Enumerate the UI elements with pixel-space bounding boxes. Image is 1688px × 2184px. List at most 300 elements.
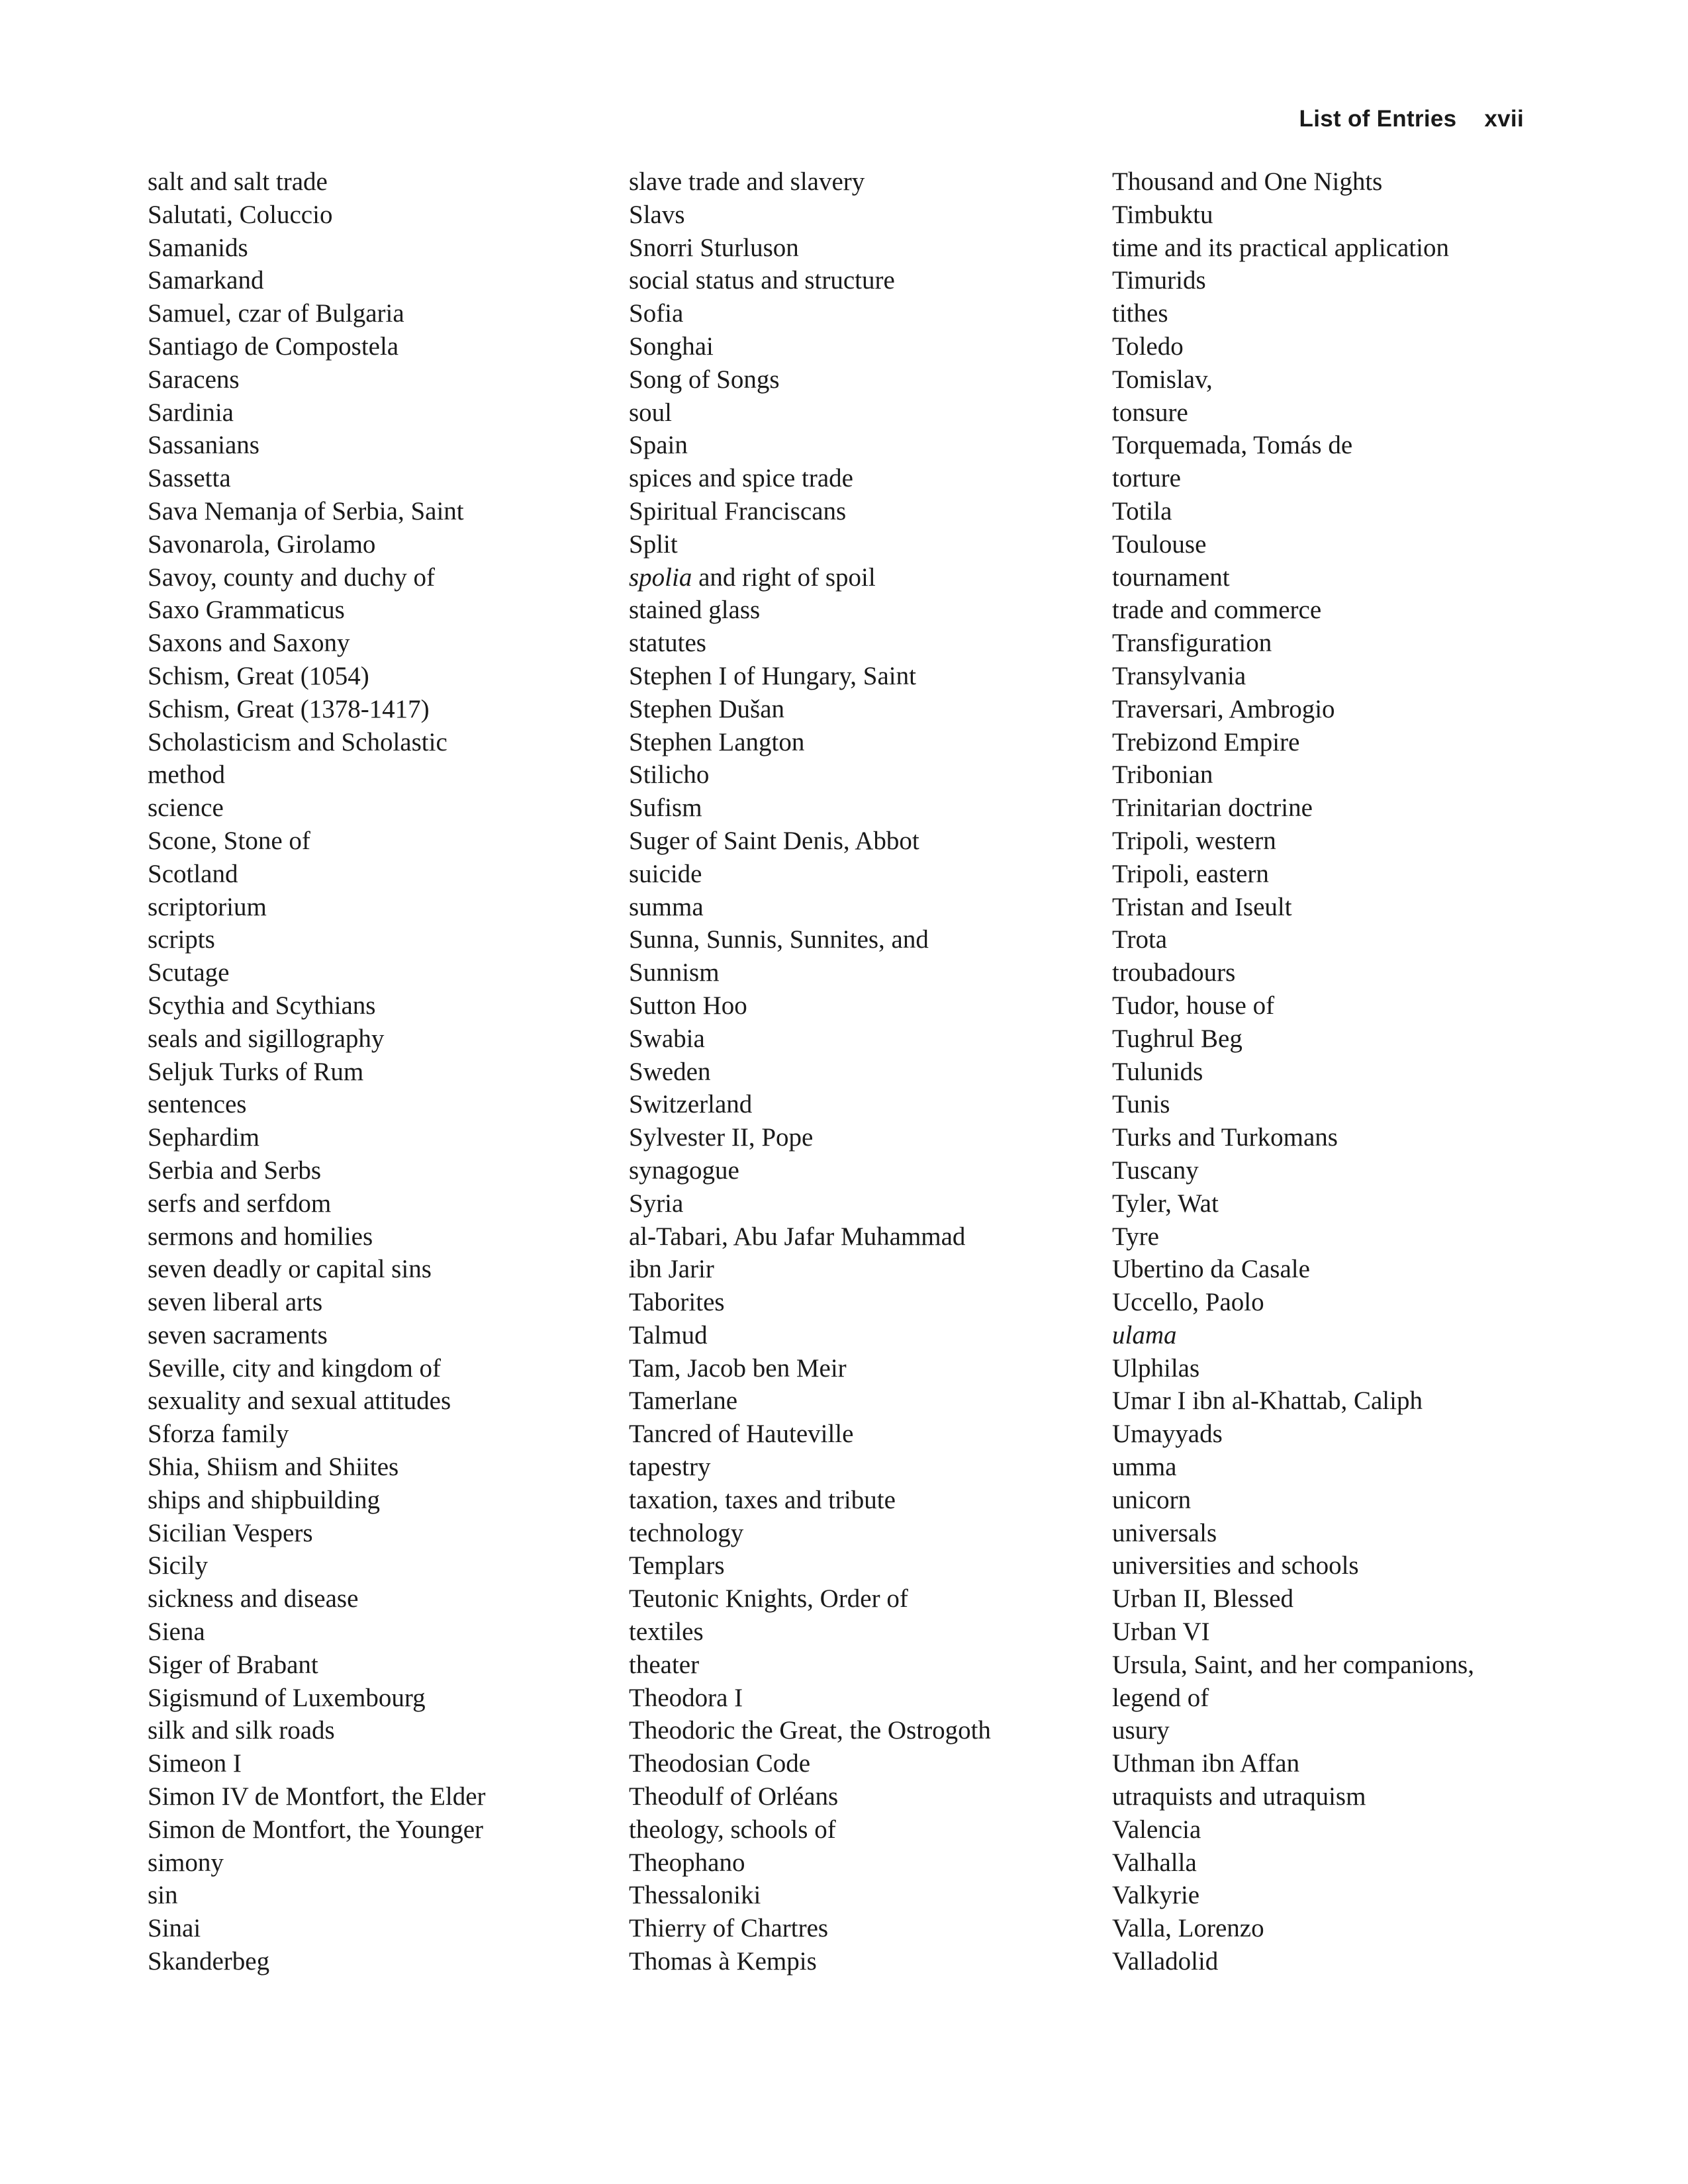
entry bbox=[1112, 989, 1536, 1023]
entry bbox=[629, 660, 1092, 693]
entry bbox=[1112, 693, 1536, 726]
entry-text: Tristan and Iseult bbox=[1112, 892, 1292, 921]
entry bbox=[629, 891, 1092, 924]
running-head-title: List of Entries bbox=[1299, 106, 1457, 132]
entry-text: and right of spoil bbox=[692, 563, 876, 592]
entry bbox=[1112, 1846, 1536, 1880]
entry bbox=[629, 1912, 1092, 1945]
entry-continuation: Sunnism bbox=[629, 958, 720, 987]
entry bbox=[148, 1253, 611, 1286]
entry-text: Samuel, czar of Bulgaria bbox=[148, 299, 404, 328]
entry bbox=[629, 363, 1092, 396]
entry bbox=[1112, 1484, 1536, 1517]
entry-text: Scone, Stone of bbox=[148, 826, 310, 855]
entry-text: salt and salt trade bbox=[148, 167, 328, 196]
entry bbox=[629, 1418, 1092, 1451]
entry bbox=[1112, 891, 1536, 924]
entry bbox=[1112, 330, 1536, 363]
entry bbox=[629, 1187, 1092, 1220]
entry bbox=[148, 1352, 611, 1385]
entry-text: Tunis bbox=[1112, 1090, 1170, 1119]
entry bbox=[629, 495, 1092, 528]
entry-text: Tyler, Wat bbox=[1112, 1189, 1219, 1218]
entry-text: Switzerland bbox=[629, 1090, 753, 1119]
entry-text: Trebizond Empire bbox=[1112, 727, 1300, 756]
entry-text: Stephen Dušan bbox=[629, 694, 785, 723]
entry-text: ships and shipbuilding bbox=[148, 1485, 381, 1514]
entry-text: Umayyads bbox=[1112, 1420, 1223, 1449]
entry-text: Tam, Jacob ben Meir bbox=[629, 1353, 847, 1383]
entries-column-1 bbox=[148, 165, 611, 1978]
entry bbox=[1112, 1220, 1536, 1253]
entry-text: torture bbox=[1112, 464, 1181, 493]
entry-text: Urban II, Blessed bbox=[1112, 1584, 1294, 1614]
entry bbox=[148, 1056, 611, 1089]
entry bbox=[148, 1385, 611, 1418]
entry-text: taxation, taxes and tribute bbox=[629, 1485, 896, 1514]
entry-text: sexuality and sexual attitudes bbox=[148, 1387, 451, 1416]
entry bbox=[1112, 264, 1536, 297]
entry bbox=[629, 462, 1092, 495]
entry bbox=[629, 693, 1092, 726]
entry bbox=[148, 462, 611, 495]
entry bbox=[148, 891, 611, 924]
entry bbox=[148, 825, 611, 858]
entry bbox=[629, 627, 1092, 660]
entry bbox=[148, 956, 611, 989]
entry-list bbox=[148, 165, 611, 1978]
entry-text: al-Tabari, Abu Jafar Muhammad bbox=[629, 1222, 966, 1251]
entry bbox=[629, 330, 1092, 363]
entry bbox=[629, 1747, 1092, 1780]
entry bbox=[148, 1286, 611, 1319]
entry bbox=[629, 758, 1092, 792]
entry bbox=[148, 396, 611, 430]
entry-text: technology bbox=[629, 1518, 744, 1547]
entry-text: Valkyrie bbox=[1112, 1881, 1200, 1910]
entry-text: synagogue bbox=[629, 1156, 739, 1185]
entry bbox=[629, 1615, 1092, 1649]
entry-text: seals and sigillography bbox=[148, 1024, 385, 1053]
entry bbox=[1112, 429, 1536, 462]
entry bbox=[1112, 297, 1536, 330]
entry-text: Tughrul Beg bbox=[1112, 1024, 1243, 1053]
entry bbox=[629, 1714, 1092, 1747]
entry bbox=[148, 1121, 611, 1154]
entry bbox=[629, 561, 1092, 594]
entry bbox=[1112, 726, 1536, 759]
entry bbox=[629, 232, 1092, 265]
entry-text: Toulouse bbox=[1112, 529, 1207, 559]
entry bbox=[1112, 1517, 1536, 1550]
entry-text: Sicily bbox=[148, 1551, 209, 1580]
entry bbox=[629, 858, 1092, 891]
entry bbox=[1112, 561, 1536, 594]
entry-text: serfs and serfdom bbox=[148, 1189, 332, 1218]
entry-text: Split bbox=[629, 529, 678, 559]
entry bbox=[1112, 1088, 1536, 1121]
entry-text: Theophano bbox=[629, 1848, 745, 1877]
entry bbox=[1112, 1549, 1536, 1582]
entry-italic-term: ulama bbox=[1112, 1320, 1177, 1349]
entry bbox=[629, 989, 1092, 1023]
entry bbox=[148, 1088, 611, 1121]
entry bbox=[148, 660, 611, 693]
entry bbox=[148, 1649, 611, 1682]
entry bbox=[629, 528, 1092, 561]
entry-text: theater bbox=[629, 1650, 700, 1679]
entry-text: Sutton Hoo bbox=[629, 991, 747, 1020]
entry-text: Templars bbox=[629, 1551, 725, 1580]
entry-text: Samarkand bbox=[148, 266, 264, 295]
entry-text: Tamerlane bbox=[629, 1387, 737, 1416]
entry-text: Simeon I bbox=[148, 1749, 242, 1778]
entry-text: textiles bbox=[629, 1617, 704, 1647]
entry-text: simony bbox=[148, 1848, 224, 1877]
entry bbox=[629, 1846, 1092, 1880]
entry bbox=[148, 429, 611, 462]
entry bbox=[629, 1319, 1092, 1352]
entry bbox=[629, 1056, 1092, 1089]
entry-continuation: method bbox=[148, 760, 225, 790]
entry bbox=[148, 1912, 611, 1945]
entry bbox=[1112, 1649, 1536, 1715]
entry-text: Snorri Sturluson bbox=[629, 233, 799, 262]
entry-text: Scholasticism and Scholastic bbox=[148, 727, 447, 756]
entry bbox=[1112, 1319, 1536, 1352]
entry bbox=[629, 1154, 1092, 1187]
entry-text: Theodosian Code bbox=[629, 1749, 811, 1778]
entry-text: Shia, Shiism and Shiites bbox=[148, 1453, 399, 1482]
entry bbox=[1112, 1352, 1536, 1385]
entry-text: unicorn bbox=[1112, 1485, 1192, 1514]
entry-text: Ubertino da Casale bbox=[1112, 1255, 1310, 1284]
entry bbox=[1112, 858, 1536, 891]
entry bbox=[148, 495, 611, 528]
entry-text: universities and schools bbox=[1112, 1551, 1359, 1580]
entry bbox=[148, 1813, 611, 1846]
entry-text: Sylvester II, Pope bbox=[629, 1123, 814, 1152]
entry-text: Valla, Lorenzo bbox=[1112, 1914, 1264, 1943]
entry bbox=[629, 1484, 1092, 1517]
entry-text: Schism, Great (1378-1417) bbox=[148, 694, 430, 723]
entry-text: Seljuk Turks of Rum bbox=[148, 1057, 364, 1086]
entry-text: Simon IV de Montfort, the Elder bbox=[148, 1782, 486, 1811]
entry-text: Uccello, Paolo bbox=[1112, 1288, 1264, 1317]
entry bbox=[629, 1879, 1092, 1912]
entry bbox=[629, 923, 1092, 989]
entry-text: Spain bbox=[629, 431, 688, 460]
entry bbox=[148, 1714, 611, 1747]
entry bbox=[148, 528, 611, 561]
entry bbox=[629, 264, 1092, 297]
entry bbox=[148, 989, 611, 1023]
entry-text: Trota bbox=[1112, 925, 1168, 954]
entry bbox=[148, 594, 611, 627]
entry bbox=[148, 1517, 611, 1550]
entry-text: Trinitarian doctrine bbox=[1112, 794, 1313, 823]
entry bbox=[1112, 462, 1536, 495]
entry-text: Tripoli, western bbox=[1112, 826, 1276, 855]
entry bbox=[1112, 1385, 1536, 1418]
entry-text: Valhalla bbox=[1112, 1848, 1197, 1877]
entry bbox=[629, 726, 1092, 759]
entry-text: Samanids bbox=[148, 233, 248, 262]
entry bbox=[1112, 825, 1536, 858]
entry-text: science bbox=[148, 794, 224, 823]
entry bbox=[1112, 1747, 1536, 1780]
entry-text: scriptorium bbox=[148, 892, 267, 921]
entry bbox=[148, 1154, 611, 1187]
entry bbox=[148, 1549, 611, 1582]
entry-text: Timurids bbox=[1112, 266, 1206, 295]
entry bbox=[148, 1615, 611, 1649]
entry bbox=[1112, 232, 1536, 265]
entry-text: Saxons and Saxony bbox=[148, 629, 350, 658]
entry-text: Theodulf of Orléans bbox=[629, 1782, 839, 1811]
entries-column-2 bbox=[629, 165, 1092, 1978]
entry bbox=[629, 165, 1092, 199]
entry-text: Sufism bbox=[629, 794, 702, 823]
entry-text: tonsure bbox=[1112, 398, 1188, 427]
entry bbox=[148, 1319, 611, 1352]
entry-text: Saxo Grammaticus bbox=[148, 596, 345, 625]
entry-text: Seville, city and kingdom of bbox=[148, 1353, 442, 1383]
entry bbox=[629, 297, 1092, 330]
entry-text: Sardinia bbox=[148, 398, 234, 427]
entry bbox=[148, 1879, 611, 1912]
entry bbox=[148, 330, 611, 363]
entry-continuation: ibn Jarir bbox=[629, 1255, 714, 1284]
entry bbox=[148, 627, 611, 660]
entry bbox=[629, 825, 1092, 858]
entry bbox=[1112, 1418, 1536, 1451]
entry bbox=[629, 1582, 1092, 1615]
entry bbox=[1112, 923, 1536, 956]
entry bbox=[148, 264, 611, 297]
entry-text: Tudor, house of bbox=[1112, 991, 1275, 1020]
entry bbox=[629, 1088, 1092, 1121]
entry-list bbox=[1112, 165, 1536, 1978]
entry-text: Talmud bbox=[629, 1320, 708, 1349]
entry-text: soul bbox=[629, 398, 673, 427]
entry bbox=[1112, 165, 1536, 199]
entry-text: umma bbox=[1112, 1453, 1177, 1482]
entry bbox=[1112, 1879, 1536, 1912]
entry bbox=[1112, 1714, 1536, 1747]
entry-text: Slavs bbox=[629, 200, 685, 229]
entry bbox=[148, 923, 611, 956]
entry-text: time and its practical application bbox=[1112, 233, 1449, 262]
entry bbox=[148, 561, 611, 594]
entry-text: Sava Nemanja of Serbia, Saint bbox=[148, 496, 464, 525]
entry-text: Tulunids bbox=[1112, 1057, 1203, 1086]
entry-text: scripts bbox=[148, 925, 215, 954]
entry bbox=[1112, 495, 1536, 528]
entry-text: Valencia bbox=[1112, 1815, 1201, 1844]
entry-text: Umar I ibn al-Khattab, Caliph bbox=[1112, 1387, 1423, 1416]
entry-text: Tancred of Hauteville bbox=[629, 1420, 854, 1449]
entry-text: tithes bbox=[1112, 299, 1168, 328]
entry bbox=[1112, 1582, 1536, 1615]
entry-text: Santiago de Compostela bbox=[148, 332, 399, 361]
entry-text: summa bbox=[629, 892, 704, 921]
entry bbox=[629, 792, 1092, 825]
entry-text: Stephen I of Hungary, Saint bbox=[629, 661, 916, 690]
entry bbox=[148, 1023, 611, 1056]
entry bbox=[1112, 1154, 1536, 1187]
entry-text: Savonarola, Girolamo bbox=[148, 529, 376, 559]
entry bbox=[1112, 956, 1536, 989]
entry-text: Sigismund of Luxembourg bbox=[148, 1683, 426, 1712]
entry bbox=[629, 1451, 1092, 1484]
entry-text: Stilicho bbox=[629, 760, 710, 790]
entry-text: Sicilian Vespers bbox=[148, 1518, 313, 1547]
entry-text: statutes bbox=[629, 629, 706, 658]
entry bbox=[629, 1549, 1092, 1582]
entry-text: Timbuktu bbox=[1112, 200, 1213, 229]
entry-text: Scythia and Scythians bbox=[148, 991, 376, 1020]
entry bbox=[629, 1121, 1092, 1154]
entry-text: Teutonic Knights, Order of bbox=[629, 1584, 908, 1614]
entry-text: Scutage bbox=[148, 958, 230, 987]
entry bbox=[1112, 199, 1536, 232]
entry bbox=[1112, 1023, 1536, 1056]
entry-text: theology, schools of bbox=[629, 1815, 836, 1844]
entry-text: Swabia bbox=[629, 1024, 705, 1053]
entry bbox=[148, 165, 611, 199]
entry-text: sermons and homilies bbox=[148, 1222, 373, 1251]
entry-text: Simon de Montfort, the Younger bbox=[148, 1815, 483, 1844]
entry bbox=[629, 1220, 1092, 1287]
entry-text: Thousand and One Nights bbox=[1112, 167, 1383, 196]
entry-text: social status and structure bbox=[629, 266, 895, 295]
entry bbox=[148, 858, 611, 891]
entry bbox=[148, 1846, 611, 1880]
entry-list bbox=[629, 165, 1092, 1978]
entry-text: Sforza family bbox=[148, 1420, 289, 1449]
entry-text: seven liberal arts bbox=[148, 1288, 323, 1317]
entry-text: Uthman ibn Affan bbox=[1112, 1749, 1300, 1778]
entry-text: Tomislav, bbox=[1112, 365, 1213, 394]
entry bbox=[1112, 1253, 1536, 1286]
entry bbox=[148, 792, 611, 825]
entry-text: Spiritual Franciscans bbox=[629, 496, 847, 525]
entry bbox=[148, 1582, 611, 1615]
entry bbox=[629, 1023, 1092, 1056]
entry bbox=[629, 1517, 1092, 1550]
entry-text: Salutati, Coluccio bbox=[148, 200, 333, 229]
entry-text: Schism, Great (1054) bbox=[148, 661, 369, 690]
entry bbox=[148, 1484, 611, 1517]
entry-text: Sofia bbox=[629, 299, 684, 328]
entry-text: Tribonian bbox=[1112, 760, 1213, 790]
entry-text: Skanderbeg bbox=[148, 1947, 270, 1976]
entry-text: Totila bbox=[1112, 496, 1172, 525]
entry bbox=[148, 1451, 611, 1484]
running-head bbox=[1299, 106, 1524, 132]
entry-text: seven sacraments bbox=[148, 1320, 328, 1349]
entry bbox=[629, 396, 1092, 430]
entry-italic-term: spolia bbox=[629, 563, 692, 592]
entry bbox=[148, 199, 611, 232]
entry-text: Suger of Saint Denis, Abbot bbox=[629, 826, 919, 855]
entry-text: Theodora I bbox=[629, 1683, 743, 1712]
entry bbox=[1112, 363, 1536, 396]
entry bbox=[148, 1747, 611, 1780]
entry-text: sin bbox=[148, 1881, 178, 1910]
entry bbox=[148, 1418, 611, 1451]
entry bbox=[148, 297, 611, 330]
entry-text: Sunna, Sunnis, Sunnites, and bbox=[629, 925, 929, 954]
entry-text: silk and silk roads bbox=[148, 1716, 335, 1745]
entry-text: Transylvania bbox=[1112, 661, 1246, 690]
entry bbox=[1112, 1056, 1536, 1089]
entry-text: Toledo bbox=[1112, 332, 1184, 361]
entry-text: Syria bbox=[629, 1189, 684, 1218]
entry bbox=[1112, 1286, 1536, 1319]
entry bbox=[629, 429, 1092, 462]
entry-text: Theodoric the Great, the Ostrogoth bbox=[629, 1716, 991, 1745]
entry-text: seven deadly or capital sins bbox=[148, 1255, 432, 1284]
entry-text: Serbia and Serbs bbox=[148, 1156, 322, 1185]
entry bbox=[1112, 1121, 1536, 1154]
entry-text: Song of Songs bbox=[629, 365, 780, 394]
entry-text: suicide bbox=[629, 859, 702, 888]
entry-text: Tyre bbox=[1112, 1222, 1159, 1251]
entry bbox=[1112, 1615, 1536, 1649]
entry bbox=[629, 1813, 1092, 1846]
entry-text: sentences bbox=[148, 1090, 247, 1119]
entry bbox=[148, 1187, 611, 1220]
entry bbox=[629, 1682, 1092, 1715]
entry bbox=[1112, 1187, 1536, 1220]
entry-text: Turks and Turkomans bbox=[1112, 1123, 1338, 1152]
entry bbox=[629, 1286, 1092, 1319]
entry bbox=[629, 1352, 1092, 1385]
entry-text: Savoy, county and duchy of bbox=[148, 563, 435, 592]
entry-text: Thomas à Kempis bbox=[629, 1947, 817, 1976]
entry bbox=[148, 1780, 611, 1813]
entry bbox=[1112, 758, 1536, 792]
entry-text: sickness and disease bbox=[148, 1584, 359, 1614]
entry-text: Songhai bbox=[629, 332, 714, 361]
entry-text: Urban VI bbox=[1112, 1617, 1210, 1647]
entry-text: Valladolid bbox=[1112, 1947, 1219, 1976]
entry-text: tapestry bbox=[629, 1453, 711, 1482]
entry-text: trade and commerce bbox=[1112, 596, 1322, 625]
entry bbox=[1112, 594, 1536, 627]
entry-continuation: legend of bbox=[1112, 1683, 1209, 1712]
entry bbox=[1112, 396, 1536, 430]
entry-text: Thessaloniki bbox=[629, 1881, 761, 1910]
entry bbox=[629, 199, 1092, 232]
entry bbox=[148, 363, 611, 396]
entry-text: Sephardim bbox=[148, 1123, 259, 1152]
entry-text: Scotland bbox=[148, 859, 238, 888]
entry bbox=[148, 232, 611, 265]
entry-text: spices and spice trade bbox=[629, 464, 853, 493]
entry-text: Transfiguration bbox=[1112, 629, 1272, 658]
entry-text: utraquists and utraquism bbox=[1112, 1782, 1366, 1811]
entry bbox=[148, 693, 611, 726]
entry bbox=[148, 726, 611, 792]
entry-text: universals bbox=[1112, 1518, 1217, 1547]
entry bbox=[1112, 1780, 1536, 1813]
entry bbox=[1112, 627, 1536, 660]
entry-text: Tripoli, eastern bbox=[1112, 859, 1269, 888]
entry-text: Traversari, Ambrogio bbox=[1112, 694, 1335, 723]
